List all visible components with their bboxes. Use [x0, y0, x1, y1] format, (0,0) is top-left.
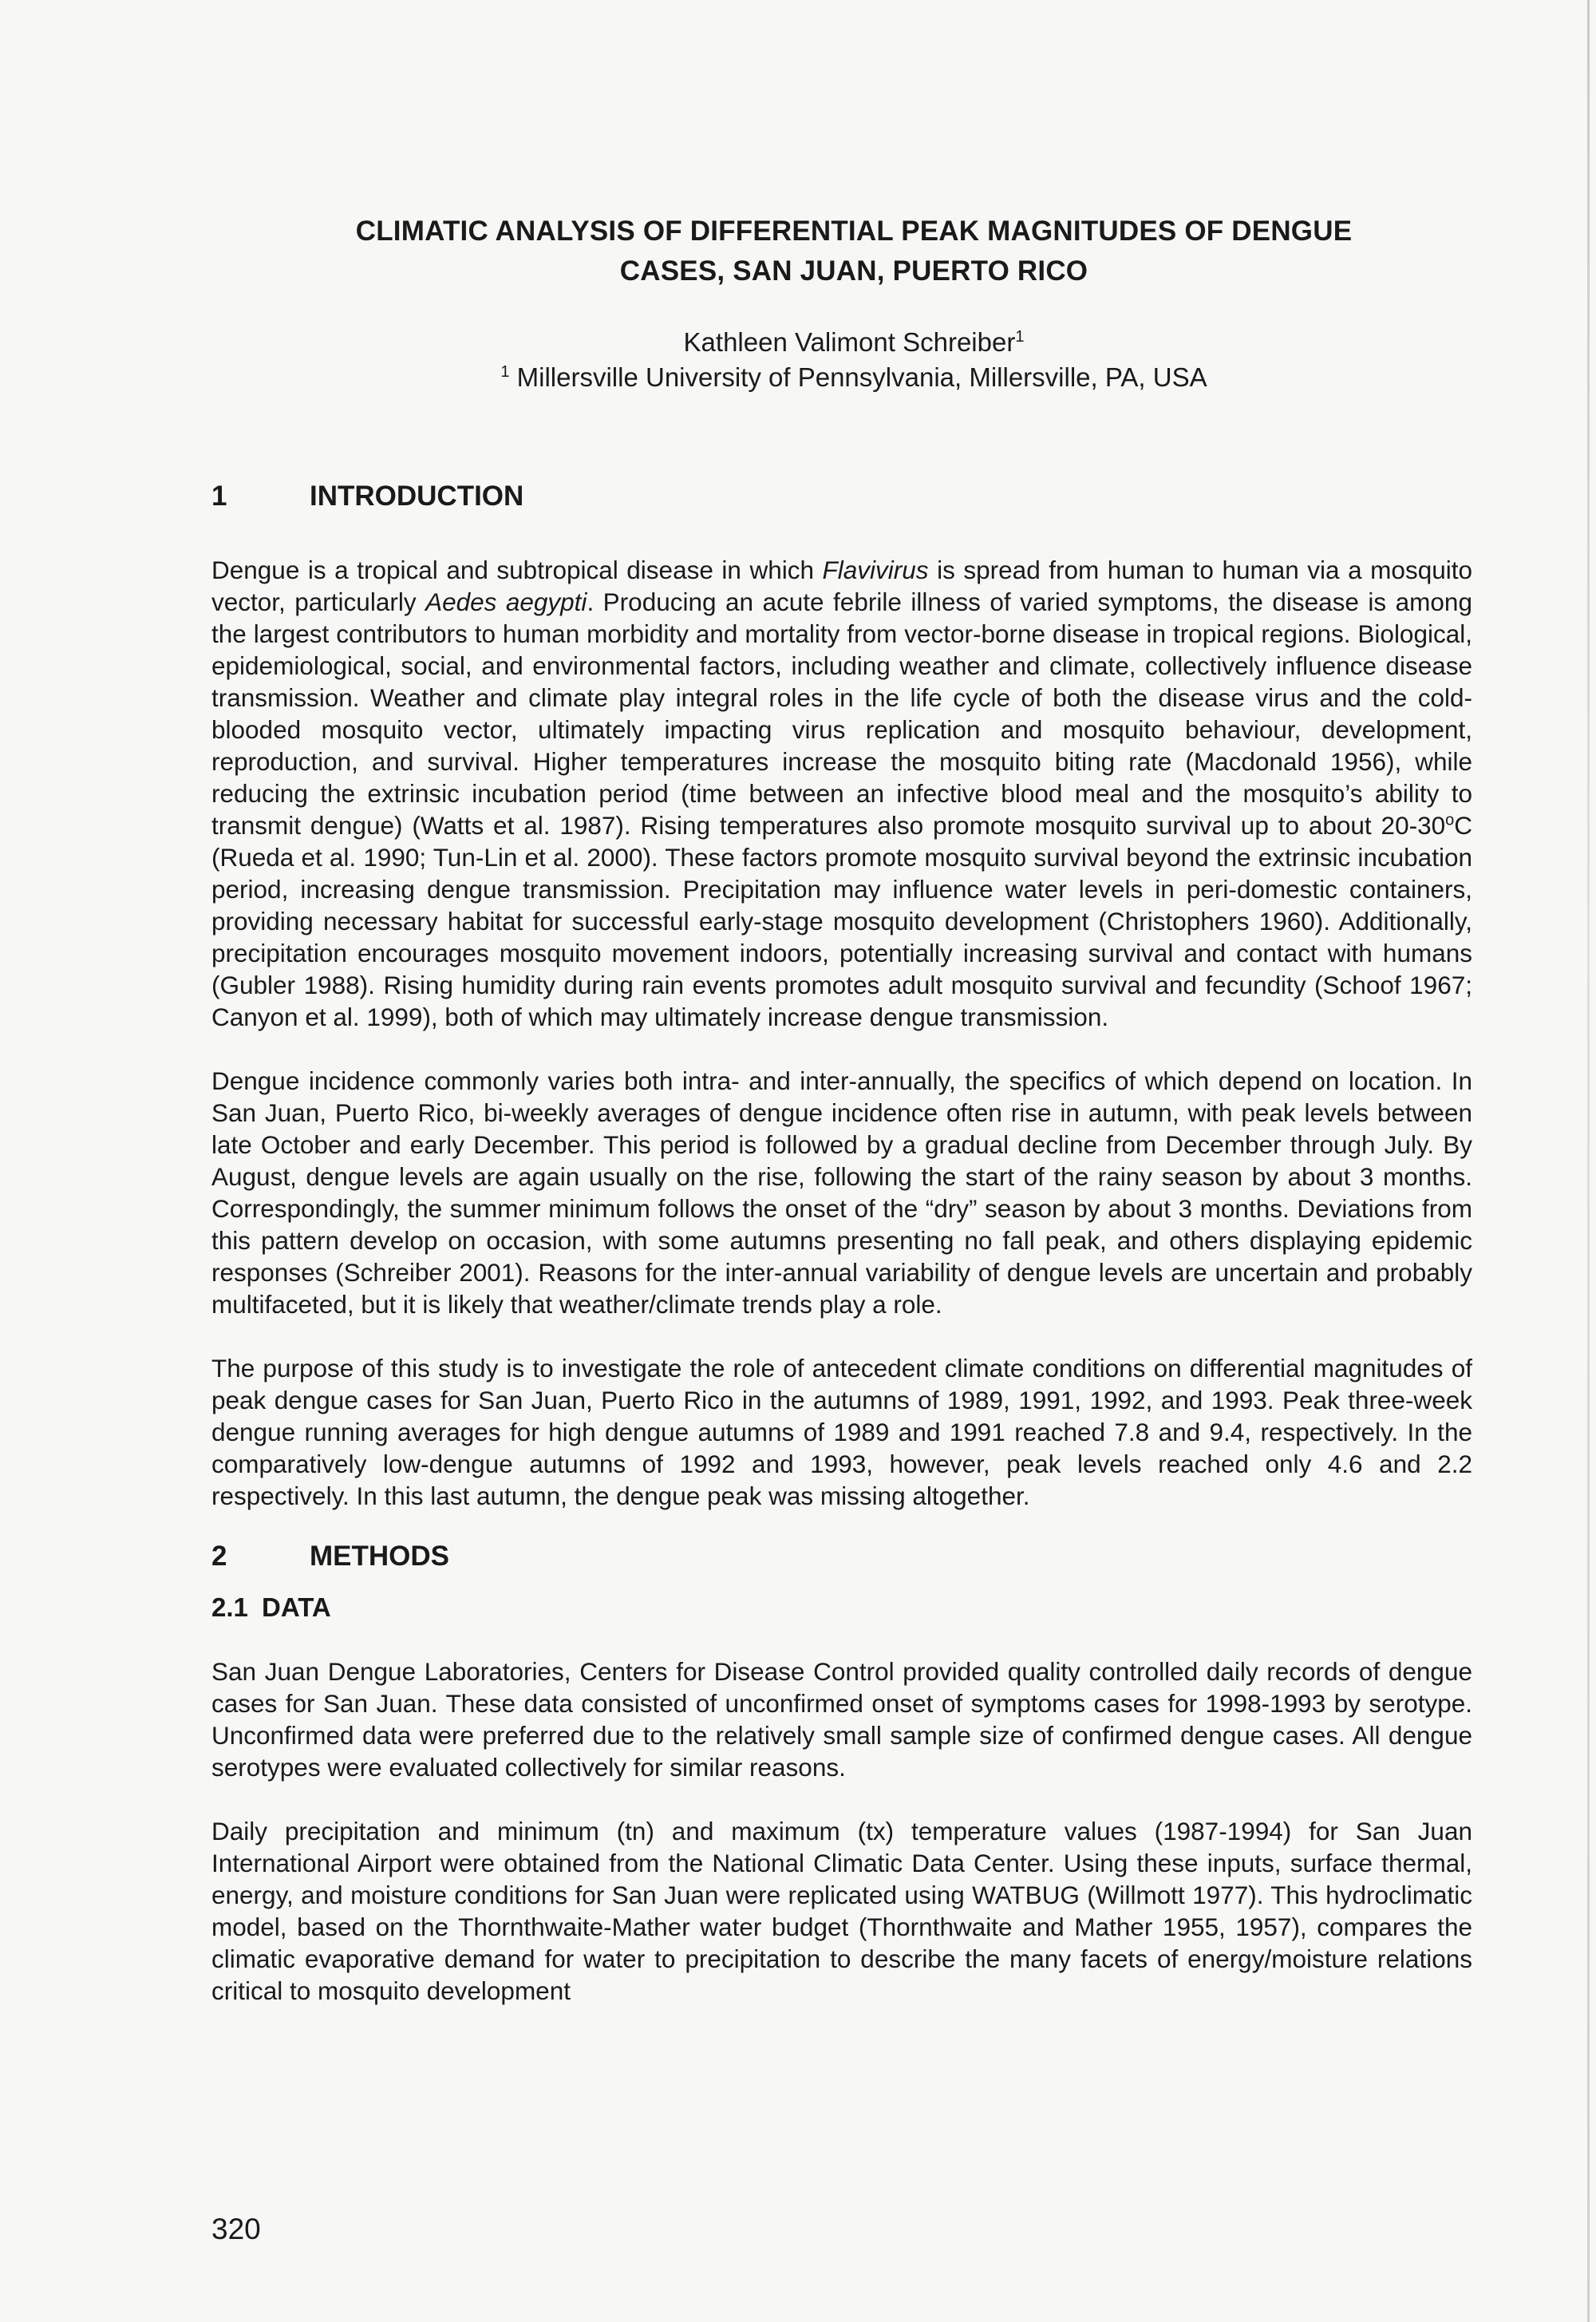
author-superscript: 1 [1015, 328, 1025, 346]
author-name: Kathleen Valimont Schreiber [683, 327, 1016, 357]
affiliation-line [235, 360, 1472, 395]
section-heading-methods [211, 1539, 1472, 1574]
subsection-number: 2.1 [211, 1592, 248, 1622]
section-heading-introduction [211, 479, 1472, 514]
text-run: . Producing an acute febrile illness of varied symptoms, the disease is among the largest contributors to human morbidity and mortality from vector-borne disease in tropical regions. Biological, epidemiological, social, and environmental factors, including weather and climate, collectively influence disease transmission. Weather and climate play integral roles in the life cycle of both the disease virus and the cold-blooded mosquito vector, ultimately impacting virus replication and mosquito behaviour, development, reproduction, and survival. Higher temperatures increase the mosquito biting rate (Macdonald 1956), while reducing the extrinsic incubation period (time between an infective blood meal and the mosquito’s ability to transmit dengue) (Watts et al. 1987). Rising temperatures also promote mosquito survival up to about 20-30 [211, 587, 1472, 840]
section-title: INTRODUCTION [310, 481, 524, 512]
methods-paragraph-2: Daily precipitation and minimum (tn) and maximum (tx) temperature values (1987-1994) for San Juan International Airport were obtained from the National Climatic Data Center. Using these inputs, surface thermal, energy, and moisture conditions for San Juan were replicated using WATBUG (Willmott 1977). This hydroclimatic model, based on the Thornthwaite-Mather water budget (Thornthwaite and Mather 1955, 1957), compares the climatic evaporative demand for water to precipitation to describe the many facets of energy/moisture relations critical to mosquito development [211, 1817, 1472, 2005]
subsection-heading-data [211, 1592, 1472, 1624]
title-line-2: CASES, SAN JUAN, PUERTO RICO [619, 255, 1088, 287]
degree-superscript: o [1445, 811, 1455, 829]
author-block [211, 325, 1472, 395]
paper-title [211, 212, 1472, 291]
text-run: Dengue is a tropical and subtropical disease in which [211, 556, 823, 584]
methods-paragraph-1: San Juan Dengue Laboratories, Centers for Disease Control provided quality controlled daily records of dengue cases for San Juan. These data consisted of unconfirmed onset of symptoms cases for 1998-1993 by serotype. Unconfirmed data were preferred due to the relatively small sample size of confirmed dengue cases. All dengue serotypes were evaluated collectively for similar reasons. [211, 1657, 1472, 1782]
affiliation-superscript: 1 [500, 363, 510, 381]
intro-paragraph-1 [211, 554, 1472, 1033]
subsection-title: DATA [262, 1592, 331, 1622]
title-line-1: CLIMATIC ANALYSIS OF DIFFERENTIAL PEAK MAGNITUDES OF DENGUE [355, 216, 1353, 247]
section-number: 2 [211, 1541, 227, 1572]
paper-body [211, 212, 1472, 2007]
section-title: METHODS [310, 1541, 449, 1572]
author-line [235, 325, 1472, 360]
text-run: C (Rueda et al. 1990; Tun-Lin et al. 2000). These factors promote mosquito survival beyond the extrinsic incubation period, increasing dengue transmission. Precipitation may influence water levels in peri-domestic containers, providing necessary habitat for successful early-stage mosquito development (Christophers 1960). Additionally, precipitation encourages mosquito movement indoors, potentially increasing survival and contact with humans (Gubler 1988). Rising humidity during rain events promotes adult mosquito survival and fecundity (Schoof 1967; Canyon et al. 1999), both of which may ultimately increase dengue transmission. [211, 811, 1472, 1031]
italic-term-aedes-aegypti: Aedes aegypti [425, 587, 587, 616]
intro-paragraph-3: The purpose of this study is to investigate the role of antecedent climate conditions on differential magnitudes of peak dengue cases for San Juan, Puerto Rico in the autumns of 1989, 1991, 1992, and 1993. Peak three-week dengue running averages for high dengue autumns of 1989 and 1991 reached 7.8 and 9.4, respectively. In the comparatively low-dengue autumns of 1992 and 1993, however, peak levels reached only 4.6 and 2.2 respectively. In this last autumn, the dengue peak was missing altogether. [211, 1354, 1472, 1510]
intro-paragraph-2: Dengue incidence commonly varies both intra- and inter-annually, the specifics of which depend on location. In San Juan, Puerto Rico, bi-weekly averages of dengue incidence often rise in autumn, with peak levels between late October and early December. This period is followed by a gradual decline from December through July. By August, dengue levels are again usually on the rise, following the start of the rainy season by about 3 months. Correspondingly, the summer minimum follows the onset of the “dry” season by about 3 months. Deviations from this pattern develop on occasion, with some autumns presenting no fall peak, and others displaying epidemic responses (Schreiber 2001). Reasons for the inter-annual variability of dengue levels are uncertain and probably multifaceted, but it is likely that weather/climate trends play a role. [211, 1066, 1472, 1319]
text-run: is spread from human to human via a mosquito vector, particularly [211, 556, 1472, 616]
page-number: 320 [211, 2213, 261, 2245]
page-edge-shadow [1587, 0, 1590, 2322]
section-number: 1 [211, 481, 227, 512]
italic-term-flavivirus: Flavivirus [822, 556, 929, 584]
affiliation: Millersville University of Pennsylvania, Millersville, PA, USA [509, 362, 1207, 392]
